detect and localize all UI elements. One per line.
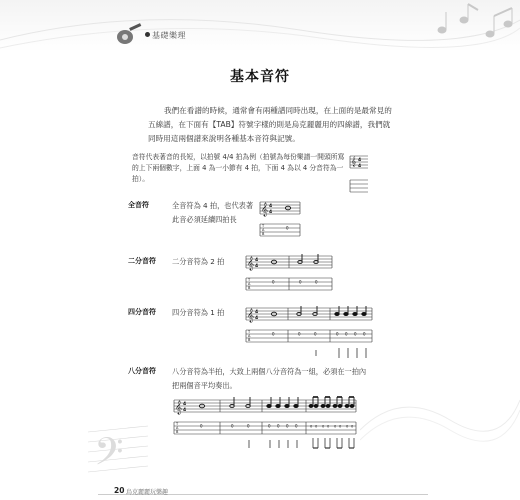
svg-text:0: 0 — [346, 424, 349, 429]
eighth-note-staff — [172, 394, 358, 452]
svg-text:4: 4 — [183, 408, 187, 413]
svg-text:0: 0 — [339, 424, 342, 429]
svg-text:0: 0 — [315, 424, 318, 429]
half-note-label: 二分音符 — [128, 257, 156, 265]
svg-text:B: B — [176, 430, 179, 434]
svg-text:B: B — [248, 338, 251, 342]
half-note-staff — [244, 252, 334, 300]
svg-text:T: T — [262, 224, 265, 228]
svg-text:0: 0 — [298, 331, 301, 337]
half-note-description: 二分音符為 2 拍 — [172, 257, 225, 266]
svg-text:4: 4 — [269, 204, 273, 209]
svg-text:𝄞: 𝄞 — [247, 256, 255, 270]
svg-text:0: 0 — [327, 424, 330, 429]
intro-paragraph: 我們在看譜的時候，通常會有兩種譜同時出現，在上面的是最常見的五線譜，在下面有【TAB】符號字樣的則是烏克麗麗用的四線譜，我們就同時用這兩個譜來說明各種基本音符與記號。 — [148, 106, 392, 143]
svg-text:0: 0 — [268, 423, 271, 429]
svg-text:0: 0 — [299, 279, 302, 285]
svg-text:A: A — [248, 334, 251, 338]
header-bullet — [145, 32, 150, 37]
svg-text:B: B — [248, 286, 251, 290]
svg-text:0: 0 — [336, 331, 339, 337]
svg-text:T: T — [248, 278, 251, 282]
ukulele-icon — [116, 22, 146, 46]
svg-text:0: 0 — [231, 423, 234, 429]
decorative-music-notes — [430, 0, 520, 60]
quarter-note-staff — [244, 304, 374, 360]
svg-text:T: T — [248, 330, 251, 334]
svg-text:𝄞: 𝄞 — [175, 400, 183, 414]
section-label: 基礎樂理 — [152, 31, 186, 40]
svg-text:0: 0 — [247, 423, 250, 429]
svg-text:4: 4 — [255, 316, 259, 321]
svg-text:0: 0 — [315, 279, 318, 285]
time-signature-staff — [348, 152, 370, 200]
page-number: 20 — [114, 486, 125, 495]
svg-text:A: A — [248, 282, 251, 286]
bass-clef-watermark — [88, 402, 148, 492]
svg-text:0: 0 — [272, 279, 275, 285]
svg-text:A: A — [262, 228, 265, 232]
svg-text:4: 4 — [269, 210, 273, 215]
eighth-note-description: 八分音符為半拍，大致上兩個八分音符為一組，必須在一拍內把兩個音平均奏出。 — [172, 367, 367, 390]
decorative-wave — [360, 370, 520, 470]
whole-note-description: 全音符為 4 拍，也代表著此音必須延續四拍長 — [172, 201, 254, 224]
time-signature-note: 音符代表著音的長短，以拍號 4/4 拍為例（拍號為每份樂譜一開頭所寫的上下兩個數字，上面 4 為一小節有 4 拍，下面 4 為以 4 分音符為一拍）。 — [132, 153, 345, 183]
svg-text:B: B — [262, 232, 265, 236]
svg-text:4: 4 — [358, 164, 362, 169]
whole-note-staff — [258, 198, 302, 246]
svg-text:𝄞: 𝄞 — [351, 157, 357, 167]
quarter-note-label: 四分音符 — [128, 308, 156, 316]
eighth-note-label: 八分音符 — [128, 367, 156, 375]
svg-text:4: 4 — [358, 158, 362, 163]
svg-text:0: 0 — [363, 331, 366, 337]
svg-text:0: 0 — [354, 331, 357, 337]
svg-text:𝄞: 𝄞 — [247, 308, 255, 322]
svg-text:0: 0 — [351, 424, 354, 429]
svg-text:0: 0 — [272, 331, 275, 337]
svg-text:0: 0 — [345, 331, 348, 337]
svg-text:4: 4 — [255, 264, 259, 269]
svg-text:4: 4 — [255, 310, 259, 315]
svg-text:0: 0 — [286, 423, 289, 429]
quarter-note-description: 四分音符為 1 拍 — [172, 308, 225, 317]
svg-text:0: 0 — [286, 225, 289, 231]
svg-text:𝄞: 𝄞 — [261, 202, 269, 216]
svg-text:4: 4 — [183, 402, 187, 407]
svg-text:A: A — [176, 426, 179, 430]
svg-text:0: 0 — [322, 424, 325, 429]
page-title: 基本音符 — [230, 69, 290, 85]
svg-text:0: 0 — [334, 424, 337, 429]
svg-text:𝄢: 𝄢 — [94, 429, 124, 483]
book-title: 烏克麗麗玩樂趣 — [126, 489, 169, 496]
svg-text:4: 4 — [255, 258, 259, 263]
svg-text:0: 0 — [314, 331, 317, 337]
whole-note-label: 全音符 — [128, 201, 149, 209]
svg-text:T: T — [176, 422, 179, 426]
svg-text:0: 0 — [295, 423, 298, 429]
svg-text:0: 0 — [277, 423, 280, 429]
svg-text:0: 0 — [200, 423, 203, 429]
svg-text:0: 0 — [310, 424, 313, 429]
